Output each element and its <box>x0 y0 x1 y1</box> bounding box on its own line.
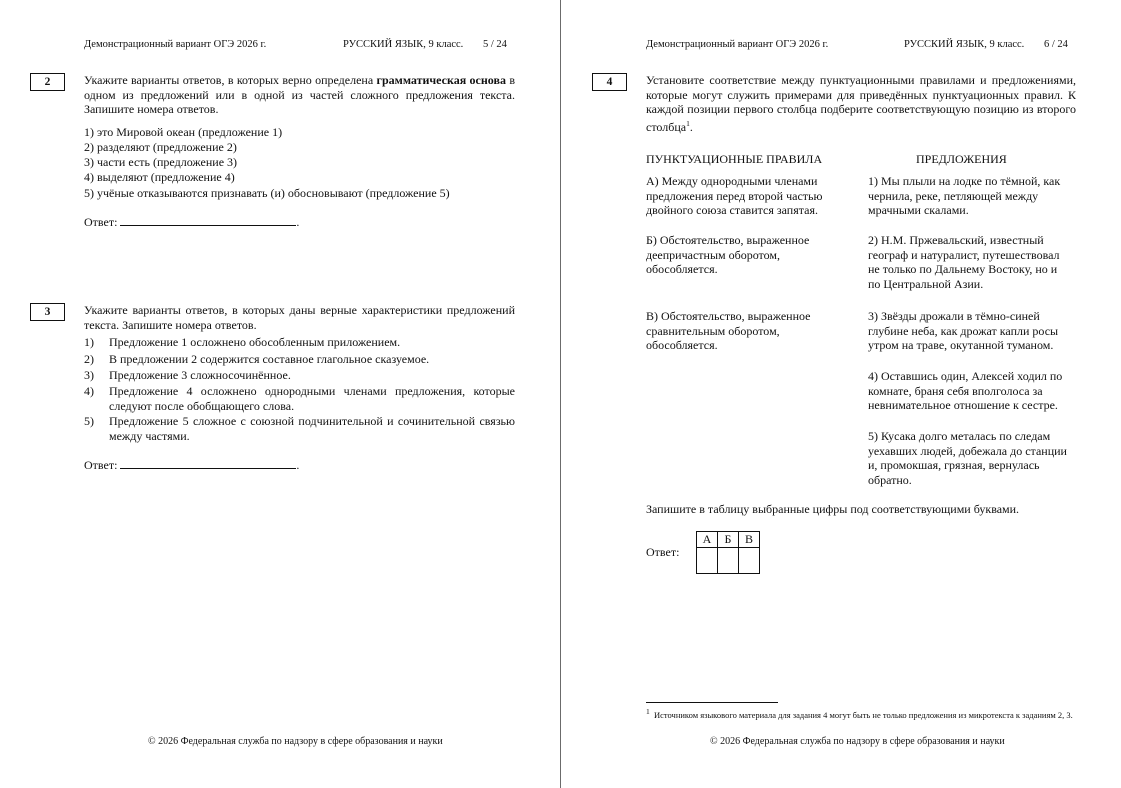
task4-answer-label: Ответ: <box>646 545 680 559</box>
task2-bold-term: грамматическая основа <box>376 73 506 87</box>
task2-option: 2) разделяют (предложение 2) <box>84 140 237 154</box>
task3-option-number: 4) <box>84 384 94 398</box>
header-title: Демонстрационный вариант ОГЭ 2026 г. <box>84 39 267 50</box>
sentence-item: 3) Звёзды дрожали в тёмно-синей глубине неба, как дрожат капли росы утром на траве, окутанной туманом. <box>868 309 1059 353</box>
task3-option-text: Предложение 3 сложносочинённое. <box>109 368 291 382</box>
answer-table-header: В <box>739 532 760 548</box>
answer-table-header: Б <box>718 532 739 548</box>
answer-line[interactable] <box>120 457 296 469</box>
task3-option-number: 5) <box>84 414 94 428</box>
rule-item: Б) Обстоятельство, выраженное деепричастным оборотом, обособляется. <box>646 233 810 277</box>
task3-option-text: Предложение 1 осложнено обособленным приложением. <box>109 335 401 349</box>
sentence-item: 5) Кусака долго металась по следам уехавших людей, добежала до станции и, промокшая, грязная, вернулась обратно. <box>868 429 1067 487</box>
answer-line[interactable] <box>120 214 296 226</box>
task3-option-number: 2) <box>84 352 94 366</box>
right-page <box>562 0 1121 788</box>
footer: © 2026 Федеральная служба по надзору в сфере образования и науки <box>710 736 1005 747</box>
rule-item: В) Обстоятельство, выраженное сравнительным оборотом, обособляется. <box>646 309 811 353</box>
task4-text: Установите соответствие между пунктуационными правилами и предложениями, которые могут служить примерами для приведённых пунктуационных правил. К каждой позиции первого столбца подберите соответствующую позицию из второго столбца$^1$. <box>646 73 1076 134</box>
task2-option: 4) выделяют (предложение 4) <box>84 170 235 184</box>
header-title: Демонстрационный вариант ОГЭ 2026 г. <box>646 39 829 50</box>
header-page-number: 6 / 24 <box>1044 39 1068 50</box>
task2-option: 5) учёные отказываются признавать (и) обосновывают (предложение 5) <box>84 186 450 200</box>
answer-cell[interactable] <box>739 548 760 574</box>
sentence-item: 2) Н.М. Пржевальский, известный географ и натуралист, путешествовал не только по Дальнему Востоку, но и по Центральной Азии. <box>868 233 1060 291</box>
task-number-box: 4 <box>592 73 627 91</box>
answer-table <box>696 531 760 574</box>
answer-table-header: А <box>697 532 718 548</box>
answer-cell[interactable] <box>718 548 739 574</box>
task-number-box: 2 <box>30 73 65 91</box>
footnote: $^1$ Источником языкового материала для задания 4 могут быть не только предложения из микротекста к заданиям 2, 3. <box>646 707 1073 720</box>
header-subject: РУССКИЙ ЯЗЫК, 9 класс. <box>904 39 1025 50</box>
header-page-number: 5 / 24 <box>483 39 507 50</box>
task3-option-text: Предложение 4 осложнено однородными членами предложения, которые следуют после обобщающего слова. <box>109 384 515 413</box>
answer-cell[interactable] <box>697 548 718 574</box>
rule-item: А) Между однородными членами предложения перед второй частью двойного союза ставится запятая. <box>646 174 823 218</box>
footnote-mark: 1 <box>686 118 690 128</box>
sentence-item: 1) Мы плыли на лодке по тёмной, как чернила, реке, петляющей между мрачными скалами. <box>868 174 1061 218</box>
task2-answer: Ответ: . <box>84 215 300 229</box>
task3-option-number: 1) <box>84 335 94 349</box>
left-page <box>0 0 560 788</box>
page-divider <box>560 0 561 788</box>
sentence-item: 4) Оставшись один, Алексей ходил по комнате, браня себя вполголоса за невнимательное отношение к сестре. <box>868 369 1063 413</box>
task2-option: 1) это Мировой океан (предложение 1) <box>84 125 283 139</box>
task3-option-text: Предложение 5 сложное с союзной подчинительной и сочинительной связью между частями. <box>109 414 515 443</box>
column-header-rules: ПУНКТУАЦИОННЫЕ ПРАВИЛА <box>646 152 823 166</box>
footnote-separator <box>646 702 778 703</box>
task-number-box: 3 <box>30 303 65 321</box>
task2-option: 3) части есть (предложение 3) <box>84 155 238 169</box>
header-subject: РУССКИЙ ЯЗЫК, 9 класс. <box>343 39 464 50</box>
column-header-sentences: ПРЕДЛОЖЕНИЯ <box>916 152 1007 166</box>
task3-option-number: 3) <box>84 368 94 382</box>
task4-instruction: Запишите в таблицу выбранные цифры под соответствующими буквами. <box>646 502 1020 516</box>
footer: © 2026 Федеральная служба по надзору в сфере образования и науки <box>148 736 443 747</box>
task3-text: Укажите варианты ответов, в которых даны верные характеристики предложений текста. Запишите номера ответов. <box>84 303 515 332</box>
task3-option-text: В предложении 2 содержится составное глагольное сказуемое. <box>109 352 430 366</box>
task3-answer: Ответ: . <box>84 458 300 472</box>
task2-text: Укажите варианты ответов, в которых верно определена грамматическая основа в одном из предложений или в одной из частей сложного предложения текста. Запишите номера ответов. <box>84 73 515 117</box>
